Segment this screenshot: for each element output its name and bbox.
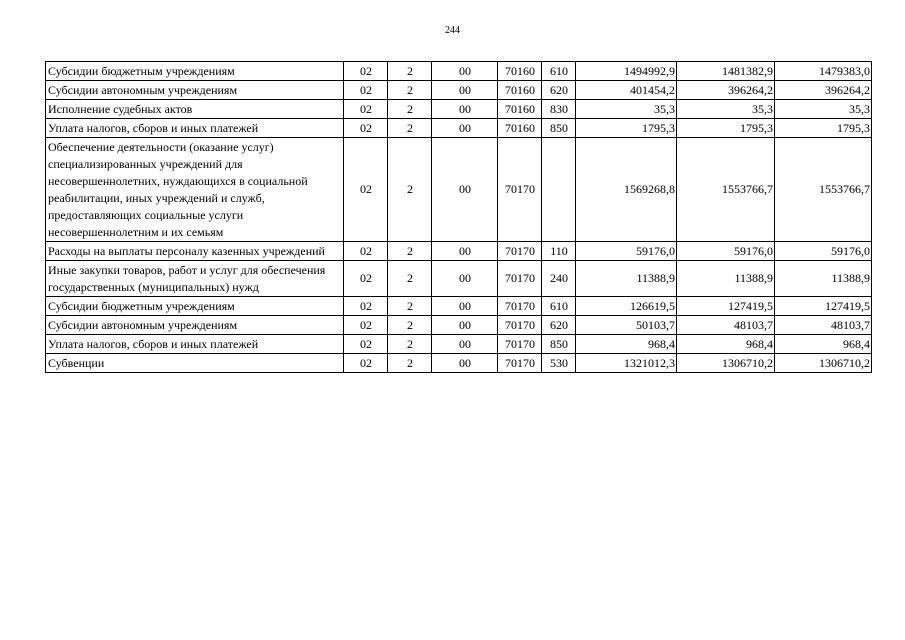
row-value-3: 11388,9 xyxy=(775,261,872,297)
row-code-1: 02 xyxy=(344,138,388,242)
row-value-3: 1795,3 xyxy=(775,119,872,138)
row-name: Субсидии бюджетным учреждениям xyxy=(46,62,344,81)
row-code-2: 2 xyxy=(388,297,432,316)
row-name: Расходы на выплаты персоналу казенных учреждений xyxy=(46,242,344,261)
row-code-3: 00 xyxy=(432,138,498,242)
row-code-1: 02 xyxy=(344,316,388,335)
row-code-4: 70170 xyxy=(498,297,542,316)
row-code-5: 830 xyxy=(542,100,576,119)
row-code-3: 00 xyxy=(432,354,498,373)
row-value-3: 1306710,2 xyxy=(775,354,872,373)
row-code-3: 00 xyxy=(432,100,498,119)
row-value-3: 48103,7 xyxy=(775,316,872,335)
row-code-5: 850 xyxy=(542,335,576,354)
row-value-1: 126619,5 xyxy=(576,297,677,316)
row-code-2: 2 xyxy=(388,100,432,119)
row-code-1: 02 xyxy=(344,335,388,354)
row-code-1: 02 xyxy=(344,81,388,100)
row-value-2: 1795,3 xyxy=(677,119,775,138)
row-code-5: 530 xyxy=(542,354,576,373)
row-name: Обеспечение деятельности (оказание услуг) специализированных учреждений для несовершеннолетних, нуждающихся в социальной реабилитации, иных учреждений и служб, предоставляющих социальные услуги несовершеннолетним и их семьям xyxy=(46,138,344,242)
row-value-3: 1479383,0 xyxy=(775,62,872,81)
row-value-2: 35,3 xyxy=(677,100,775,119)
row-value-1: 1494992,9 xyxy=(576,62,677,81)
row-code-5: 610 xyxy=(542,62,576,81)
row-code-2: 2 xyxy=(388,138,432,242)
row-value-1: 1321012,3 xyxy=(576,354,677,373)
row-code-1: 02 xyxy=(344,62,388,81)
row-value-1: 35,3 xyxy=(576,100,677,119)
row-value-2: 127419,5 xyxy=(677,297,775,316)
row-code-4: 70170 xyxy=(498,242,542,261)
row-code-1: 02 xyxy=(344,297,388,316)
row-code-4: 70170 xyxy=(498,316,542,335)
row-value-1: 401454,2 xyxy=(576,81,677,100)
row-code-2: 2 xyxy=(388,62,432,81)
row-code-2: 2 xyxy=(388,242,432,261)
row-value-3: 1553766,7 xyxy=(775,138,872,242)
row-code-4: 70170 xyxy=(498,335,542,354)
row-code-5: 850 xyxy=(542,119,576,138)
row-value-2: 1553766,7 xyxy=(677,138,775,242)
table-row xyxy=(46,81,872,100)
table-row xyxy=(46,119,872,138)
table-row xyxy=(46,138,872,242)
row-name: Уплата налогов, сборов и иных платежей xyxy=(46,119,344,138)
table-row xyxy=(46,316,872,335)
row-code-2: 2 xyxy=(388,354,432,373)
row-code-1: 02 xyxy=(344,100,388,119)
row-value-2: 59176,0 xyxy=(677,242,775,261)
row-code-1: 02 xyxy=(344,119,388,138)
row-value-1: 1569268,8 xyxy=(576,138,677,242)
table-row xyxy=(46,100,872,119)
row-code-3: 00 xyxy=(432,297,498,316)
row-name: Иные закупки товаров, работ и услуг для обеспечения государственных (муниципальных) нужд xyxy=(46,261,344,297)
row-value-2: 396264,2 xyxy=(677,81,775,100)
row-name: Субсидии автономным учреждениям xyxy=(46,316,344,335)
row-value-3: 396264,2 xyxy=(775,81,872,100)
table-row xyxy=(46,354,872,373)
row-value-2: 968,4 xyxy=(677,335,775,354)
row-value-2: 11388,9 xyxy=(677,261,775,297)
page-number: 244 xyxy=(445,25,460,36)
row-name: Субвенции xyxy=(46,354,344,373)
row-code-5: 610 xyxy=(542,297,576,316)
row-code-3: 00 xyxy=(432,242,498,261)
row-code-1: 02 xyxy=(344,261,388,297)
row-code-3: 00 xyxy=(432,335,498,354)
row-code-2: 2 xyxy=(388,119,432,138)
row-code-5: 110 xyxy=(542,242,576,261)
row-code-3: 00 xyxy=(432,316,498,335)
row-code-4: 70170 xyxy=(498,138,542,242)
row-code-4: 70170 xyxy=(498,354,542,373)
row-code-4: 70170 xyxy=(498,261,542,297)
row-name: Субсидии бюджетным учреждениям xyxy=(46,297,344,316)
row-value-1: 50103,7 xyxy=(576,316,677,335)
row-code-5 xyxy=(542,138,576,242)
budget-table xyxy=(45,61,872,373)
row-code-4: 70160 xyxy=(498,62,542,81)
row-code-3: 00 xyxy=(432,261,498,297)
row-value-3: 59176,0 xyxy=(775,242,872,261)
row-code-3: 00 xyxy=(432,62,498,81)
row-value-3: 968,4 xyxy=(775,335,872,354)
table-row xyxy=(46,242,872,261)
row-value-1: 59176,0 xyxy=(576,242,677,261)
row-value-3: 35,3 xyxy=(775,100,872,119)
row-code-2: 2 xyxy=(388,316,432,335)
row-value-2: 48103,7 xyxy=(677,316,775,335)
table-row xyxy=(46,261,872,297)
row-code-2: 2 xyxy=(388,335,432,354)
row-value-2: 1481382,9 xyxy=(677,62,775,81)
row-code-5: 620 xyxy=(542,316,576,335)
row-code-2: 2 xyxy=(388,261,432,297)
row-code-3: 00 xyxy=(432,81,498,100)
row-code-1: 02 xyxy=(344,354,388,373)
table-row xyxy=(46,62,872,81)
row-code-5: 620 xyxy=(542,81,576,100)
row-value-3: 127419,5 xyxy=(775,297,872,316)
row-value-1: 1795,3 xyxy=(576,119,677,138)
row-value-1: 11388,9 xyxy=(576,261,677,297)
row-code-5: 240 xyxy=(542,261,576,297)
row-name: Исполнение судебных актов xyxy=(46,100,344,119)
row-name: Субсидии автономным учреждениям xyxy=(46,81,344,100)
table-row xyxy=(46,297,872,316)
row-name: Уплата налогов, сборов и иных платежей xyxy=(46,335,344,354)
row-code-1: 02 xyxy=(344,242,388,261)
row-code-4: 70160 xyxy=(498,100,542,119)
row-code-3: 00 xyxy=(432,119,498,138)
row-code-2: 2 xyxy=(388,81,432,100)
table-row xyxy=(46,335,872,354)
row-code-4: 70160 xyxy=(498,119,542,138)
row-value-1: 968,4 xyxy=(576,335,677,354)
row-code-4: 70160 xyxy=(498,81,542,100)
row-value-2: 1306710,2 xyxy=(677,354,775,373)
